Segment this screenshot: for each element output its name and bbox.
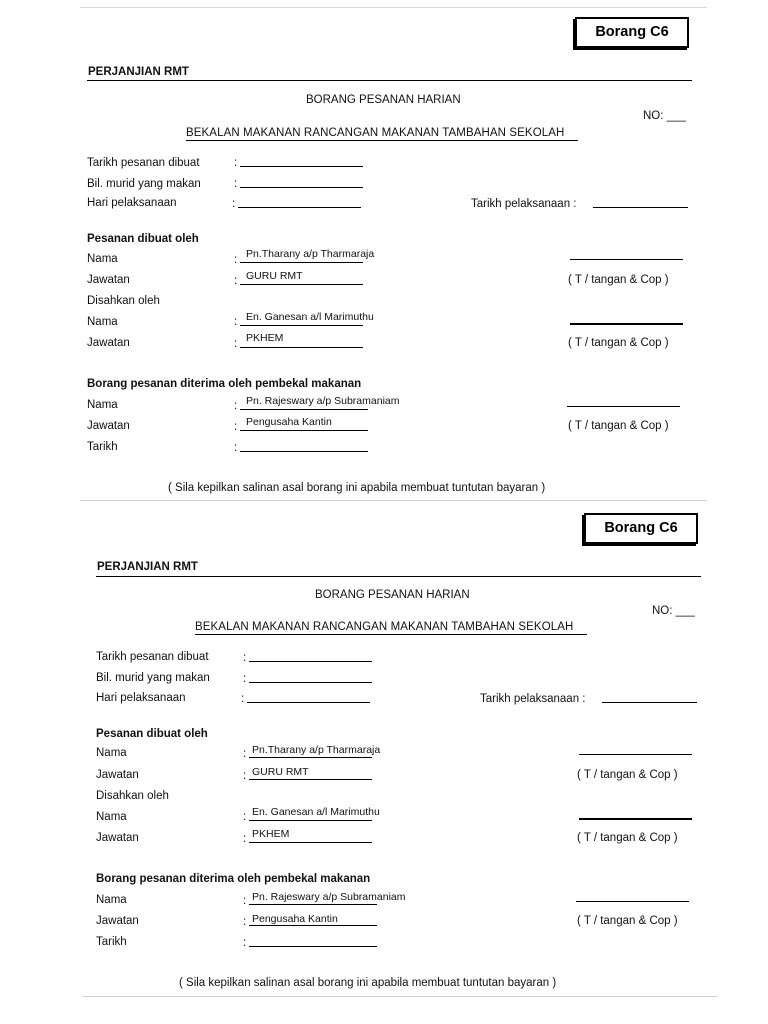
disahkan-nama-label: Nama bbox=[96, 811, 127, 823]
colon: : bbox=[241, 693, 245, 705]
diterima-nama-value: Pn. Rajeswary a/p Subramaniam bbox=[246, 395, 400, 407]
form-subtitle: BEKALAN MAKANAN RANCANGAN MAKANAN TAMBAHAN SEKOLAH bbox=[186, 127, 565, 139]
colon: : bbox=[243, 748, 247, 760]
colon: : bbox=[232, 198, 236, 210]
colon: : bbox=[234, 275, 238, 287]
disahkan-nama-field[interactable] bbox=[249, 820, 372, 821]
diterima-signature-line[interactable] bbox=[576, 901, 689, 902]
diterima-jawatan-label: Jawatan bbox=[96, 915, 139, 927]
colon: : bbox=[243, 673, 247, 685]
bil-murid-label: Bil. murid yang makan bbox=[96, 672, 210, 684]
pesanan-nama-field[interactable] bbox=[249, 757, 372, 758]
disahkan-heading: Disahkan oleh bbox=[96, 790, 169, 802]
tarikh-pesanan-label: Tarikh pesanan dibuat bbox=[87, 157, 200, 169]
tarikh-pelaksanaan-label: Tarikh pelaksanaan : bbox=[480, 693, 586, 705]
disahkan-signature-line[interactable] bbox=[579, 818, 692, 820]
disahkan-sign-label: ( T / tangan & Cop ) bbox=[568, 337, 669, 349]
colon: : bbox=[243, 895, 247, 907]
hari-pelaksanaan-field[interactable] bbox=[238, 207, 361, 208]
pesanan-nama-label: Nama bbox=[87, 253, 118, 265]
section-title: PERJANJIAN RMT bbox=[88, 66, 189, 78]
colon: : bbox=[234, 316, 238, 328]
colon: : bbox=[234, 400, 238, 412]
disahkan-nama-label: Nama bbox=[87, 316, 118, 328]
disahkan-jawatan-label: Jawatan bbox=[87, 337, 130, 349]
disahkan-nama-field[interactable] bbox=[240, 325, 363, 326]
form-title: BORANG PESANAN HARIAN bbox=[306, 94, 461, 106]
bil-murid-field[interactable] bbox=[240, 187, 363, 188]
diterima-jawatan-field[interactable] bbox=[240, 430, 368, 431]
page-bottom-edge bbox=[83, 996, 717, 997]
subtitle-underline bbox=[195, 634, 587, 635]
diterima-nama-label: Nama bbox=[87, 399, 118, 411]
diterima-sign-label: ( T / tangan & Cop ) bbox=[568, 420, 669, 432]
pesanan-heading: Pesanan dibuat oleh bbox=[96, 728, 208, 740]
page-top-edge bbox=[80, 7, 707, 8]
diterima-tarikh-label: Tarikh bbox=[87, 441, 118, 453]
diterima-jawatan-field[interactable] bbox=[249, 925, 377, 926]
disahkan-heading: Disahkan oleh bbox=[87, 295, 160, 307]
form-number-label: NO: ___ bbox=[652, 605, 695, 617]
tarikh-pelaksanaan-label: Tarikh pelaksanaan : bbox=[471, 198, 577, 210]
bil-murid-label: Bil. murid yang makan bbox=[87, 178, 201, 190]
pesanan-signature-line[interactable] bbox=[570, 259, 683, 260]
colon: : bbox=[243, 833, 247, 845]
colon: : bbox=[234, 338, 238, 350]
hari-pelaksanaan-label: Hari pelaksanaan bbox=[96, 692, 186, 704]
pesanan-jawatan-value: GURU RMT bbox=[246, 270, 303, 282]
disahkan-sign-label: ( T / tangan & Cop ) bbox=[577, 832, 678, 844]
bil-murid-field[interactable] bbox=[249, 682, 372, 683]
hari-pelaksanaan-field[interactable] bbox=[247, 702, 370, 703]
form-1 bbox=[0, 0, 768, 500]
diterima-jawatan-label: Jawatan bbox=[87, 420, 130, 432]
tarikh-pelaksanaan-field[interactable] bbox=[593, 207, 688, 208]
pesanan-jawatan-label: Jawatan bbox=[96, 769, 139, 781]
diterima-nama-field[interactable] bbox=[240, 409, 368, 410]
diterima-sign-label: ( T / tangan & Cop ) bbox=[577, 915, 678, 927]
colon: : bbox=[243, 937, 247, 949]
colon: : bbox=[234, 421, 238, 433]
form-title: BORANG PESANAN HARIAN bbox=[315, 589, 470, 601]
pesanan-sign-label: ( T / tangan & Cop ) bbox=[568, 274, 669, 286]
pesanan-heading: Pesanan dibuat oleh bbox=[87, 233, 199, 245]
diterima-heading: Borang pesanan diterima oleh pembekal makanan bbox=[96, 873, 371, 885]
section-divider bbox=[96, 576, 701, 577]
form-2 bbox=[9, 496, 768, 996]
form-footer-note: ( Sila kepilkan salinan asal borang ini apabila membuat tuntutan bayaran ) bbox=[168, 482, 546, 494]
pesanan-jawatan-field[interactable] bbox=[249, 779, 372, 780]
pesanan-signature-line[interactable] bbox=[579, 754, 692, 755]
diterima-tarikh-field[interactable] bbox=[249, 946, 377, 947]
form-code-badge: Borang C6 bbox=[584, 513, 698, 544]
form-subtitle: BEKALAN MAKANAN RANCANGAN MAKANAN TAMBAHAN SEKOLAH bbox=[195, 621, 574, 633]
disahkan-jawatan-value: PKHEM bbox=[246, 332, 284, 344]
diterima-tarikh-label: Tarikh bbox=[96, 936, 127, 948]
pesanan-sign-label: ( T / tangan & Cop ) bbox=[577, 769, 678, 781]
tarikh-pelaksanaan-field[interactable] bbox=[602, 702, 697, 703]
hari-pelaksanaan-label: Hari pelaksanaan bbox=[87, 197, 177, 209]
disahkan-nama-value: En. Ganesan a/l Marimuthu bbox=[252, 806, 380, 818]
colon: : bbox=[234, 157, 238, 169]
subtitle-underline bbox=[186, 140, 578, 141]
disahkan-jawatan-field[interactable] bbox=[240, 347, 363, 348]
diterima-nama-value: Pn. Rajeswary a/p Subramaniam bbox=[252, 891, 406, 903]
tarikh-pesanan-field[interactable] bbox=[249, 661, 372, 662]
section-divider bbox=[87, 80, 692, 81]
colon: : bbox=[234, 254, 238, 266]
colon: : bbox=[243, 652, 247, 664]
diterima-nama-label: Nama bbox=[96, 894, 127, 906]
diterima-signature-line[interactable] bbox=[567, 406, 680, 407]
disahkan-nama-value: En. Ganesan a/l Marimuthu bbox=[246, 311, 374, 323]
disahkan-jawatan-field[interactable] bbox=[249, 842, 372, 843]
pesanan-jawatan-value: GURU RMT bbox=[252, 766, 309, 778]
pesanan-jawatan-label: Jawatan bbox=[87, 274, 130, 286]
pesanan-nama-value: Pn.Tharany a/p Tharmaraja bbox=[246, 248, 375, 260]
colon: : bbox=[243, 811, 247, 823]
colon: : bbox=[234, 442, 238, 454]
pesanan-nama-value: Pn.Tharany a/p Tharmaraja bbox=[252, 744, 381, 756]
form-code-badge: Borang C6 bbox=[575, 17, 689, 48]
form-number-label: NO: ___ bbox=[643, 110, 686, 122]
diterima-nama-field[interactable] bbox=[249, 904, 377, 905]
diterima-heading: Borang pesanan diterima oleh pembekal makanan bbox=[87, 378, 362, 390]
section-title: PERJANJIAN RMT bbox=[97, 561, 198, 573]
disahkan-signature-line[interactable] bbox=[570, 323, 683, 325]
disahkan-jawatan-value: PKHEM bbox=[252, 828, 290, 840]
disahkan-jawatan-label: Jawatan bbox=[96, 832, 139, 844]
diterima-jawatan-value: Pengusaha Kantin bbox=[252, 913, 338, 925]
pesanan-nama-field[interactable] bbox=[240, 262, 363, 263]
diterima-tarikh-field[interactable] bbox=[240, 451, 368, 452]
tarikh-pesanan-field[interactable] bbox=[240, 166, 363, 167]
pesanan-nama-label: Nama bbox=[96, 747, 127, 759]
colon: : bbox=[243, 770, 247, 782]
colon: : bbox=[243, 916, 247, 928]
diterima-jawatan-value: Pengusaha Kantin bbox=[246, 416, 332, 428]
colon: : bbox=[234, 178, 238, 190]
form-footer-note: ( Sila kepilkan salinan asal borang ini apabila membuat tuntutan bayaran ) bbox=[179, 977, 557, 989]
tarikh-pesanan-label: Tarikh pesanan dibuat bbox=[96, 651, 209, 663]
pesanan-jawatan-field[interactable] bbox=[240, 284, 363, 285]
